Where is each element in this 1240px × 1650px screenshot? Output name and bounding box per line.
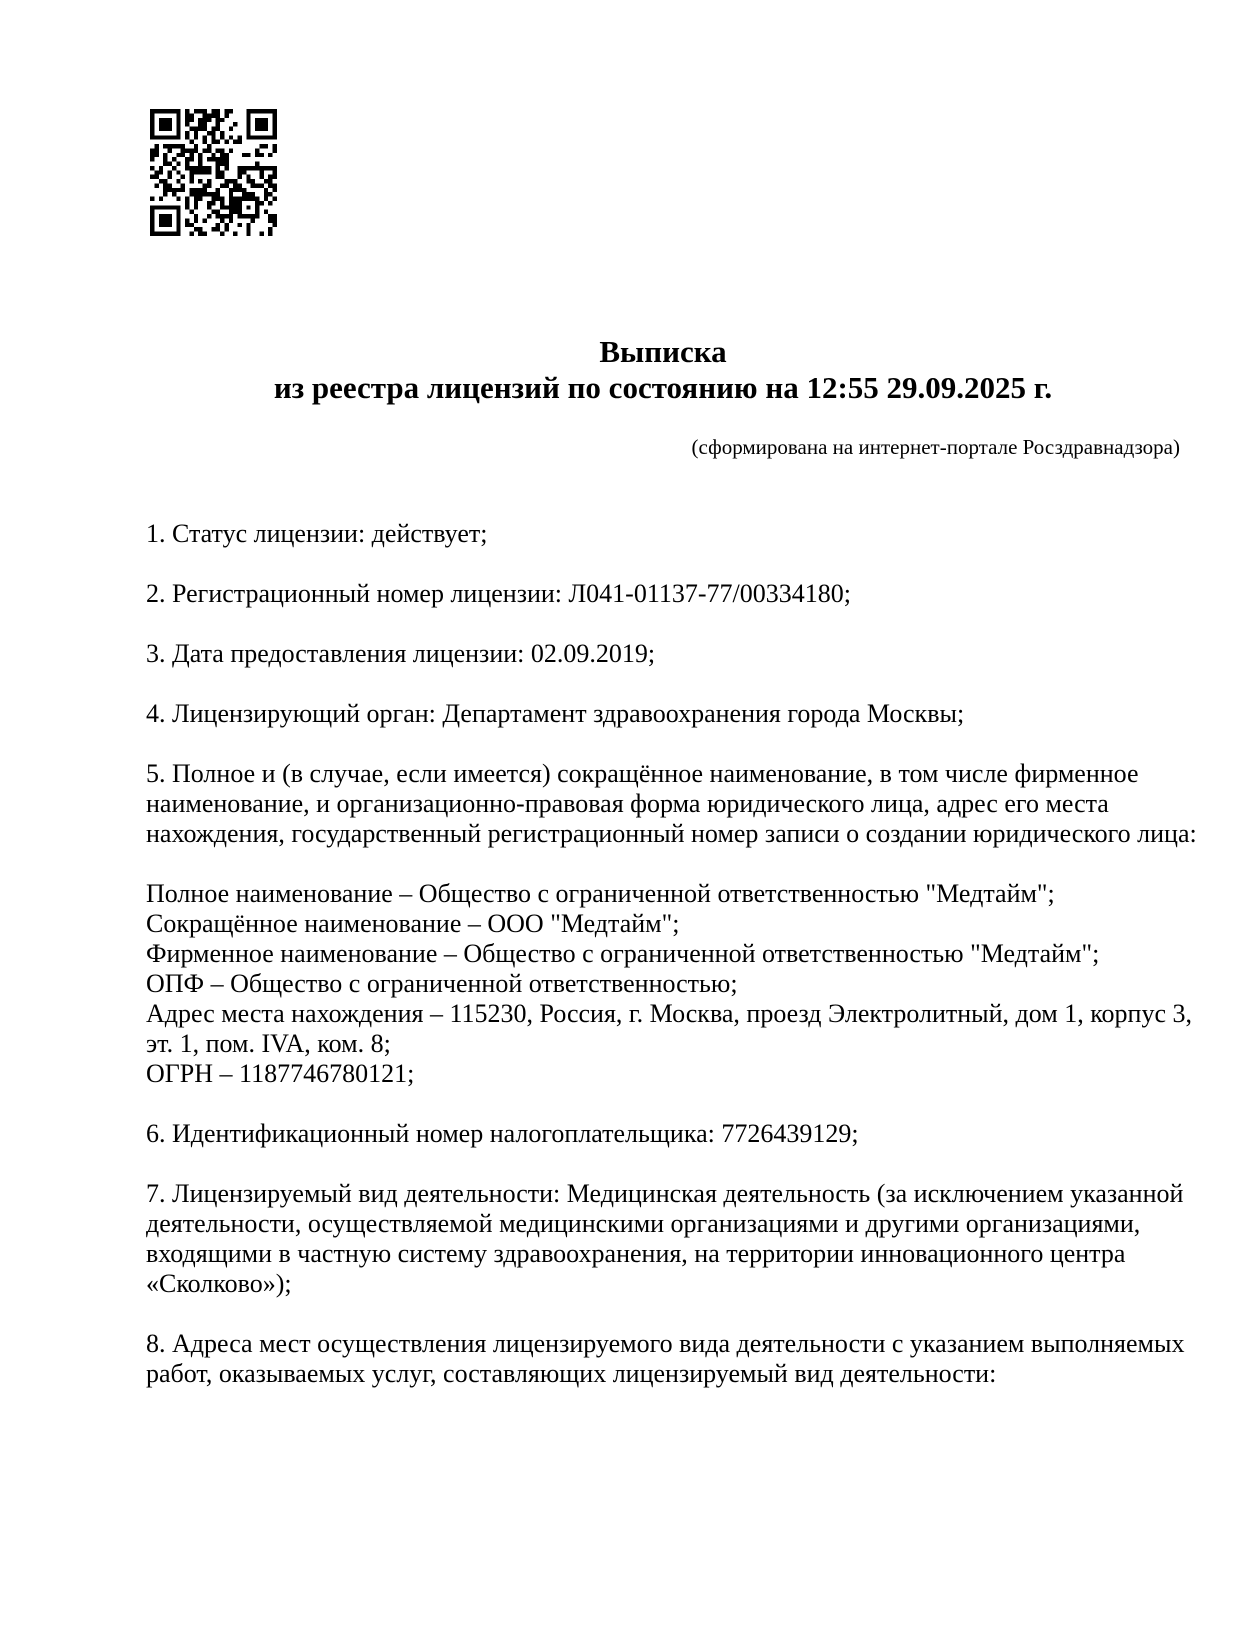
paragraph-line: ОПФ – Общество с ограниченной ответственностью; (146, 969, 738, 998)
paragraph-line: 5. Полное и (в случае, если имеется) сокращённое наименование, в том числе фирменное (146, 759, 1139, 788)
paragraph-line: Фирменное наименование – Общество с ограниченной ответственностью "Медтайм"; (146, 939, 1100, 968)
paragraph (146, 519, 1186, 549)
paragraph-line: ОГРН – 1187746780121; (146, 1059, 415, 1088)
paragraph-line: 1. Статус лицензии: действует; (146, 519, 488, 548)
paragraph (146, 1119, 1186, 1149)
paragraph-line: Сокращённое наименование – ООО "Медтайм"; (146, 909, 680, 938)
paragraph-line: 8. Адреса мест осуществления лицензируемого вида деятельности с указанием выполняемых (146, 1329, 1185, 1358)
paragraph-line: 4. Лицензирующий орган: Департамент здравоохранения города Москвы; (146, 699, 965, 728)
paragraph-line: деятельности, осуществляемой медицинскими организациями и другими организациями, (146, 1209, 1141, 1238)
document-body (146, 519, 1197, 1389)
paragraph (146, 1329, 1186, 1389)
paragraph-line: 2. Регистрационный номер лицензии: Л041-01137-77/00334180; (146, 579, 851, 608)
paragraph-line: 3. Дата предоставления лицензии: 02.09.2019; (146, 639, 656, 668)
paragraph (146, 579, 1186, 609)
paragraph-line: 6. Идентификационный номер налогоплательщика: 7726439129; (146, 1119, 859, 1148)
paragraph-line: наименование, и организационно-правовая форма юридического лица, адрес его места (146, 789, 1109, 818)
paragraph (146, 699, 1186, 729)
paragraph-line: 7. Лицензируемый вид деятельности: Медицинская деятельность (за исключением указанной (146, 1179, 1184, 1208)
paragraph-line: «Сколково»); (146, 1269, 292, 1298)
document-title-line-1: Выписка (599, 334, 727, 369)
paragraph (146, 639, 1186, 669)
document-title-line-2: из реестра лицензий по состоянию на 12:55 29.09.2025 г. (273, 370, 1053, 405)
paragraph-line: Полное наименование – Общество с ограниченной ответственностью "Медтайм"; (146, 879, 1055, 908)
paragraph (146, 759, 1197, 849)
paragraph-line: нахождения, государственный регистрационный номер записи о создании юридического лица: (146, 819, 1197, 848)
paragraph (146, 879, 1192, 1089)
paragraph-line: входящими в частную систему здравоохранения, на территории инновационного центра (146, 1239, 1126, 1268)
paragraph-line: эт. 1, пом. IVA, ком. 8; (146, 1029, 391, 1058)
paragraph (146, 1179, 1186, 1299)
document-title (146, 334, 1180, 406)
paragraph-line: работ, оказываемых услуг, составляющих лицензируемый вид деятельности: (146, 1359, 997, 1388)
document-subtitle: (сформирована на интернет-портале Росздравнадзора) (691, 435, 1180, 459)
qr-code-icon (150, 109, 277, 236)
paragraph-line: Адрес места нахождения – 115230, Россия, г. Москва, проезд Электролитный, дом 1, корпус 3, (146, 999, 1192, 1028)
